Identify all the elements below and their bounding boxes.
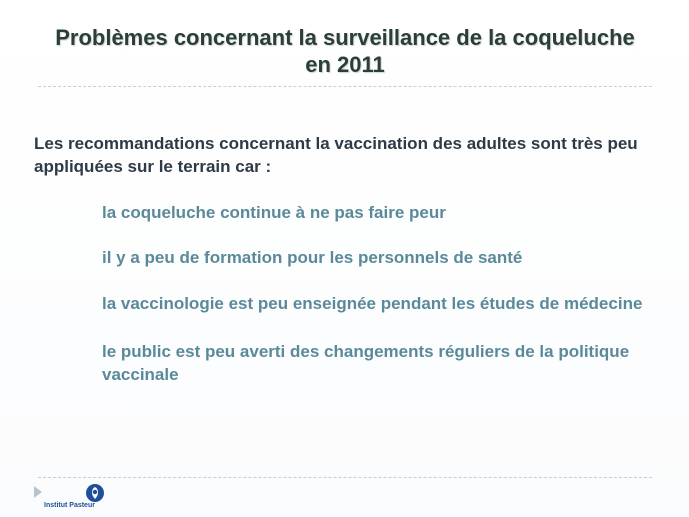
slide-title xyxy=(40,24,650,78)
bullet-item: il y a peu de formation pour les personnels de santé xyxy=(102,248,523,267)
institut-pasteur-logo xyxy=(44,483,114,513)
title-line-2: en 2011 xyxy=(305,52,385,77)
top-divider xyxy=(38,86,652,87)
bullet-item: la vaccinologie est peu enseignée pendant les études de médecine xyxy=(102,294,643,313)
pasteur-logo-icon xyxy=(85,483,105,503)
footer-arrow-icon xyxy=(34,486,42,498)
bottom-divider xyxy=(38,477,652,478)
logo-text: Institut Pasteur xyxy=(44,502,95,509)
title-line-1: Problèmes concernant la surveillance de la coqueluche xyxy=(55,25,635,50)
intro-text: Les recommandations concernant la vaccination des adultes sont très peu appliquées sur le terrain car : xyxy=(34,134,638,176)
bullet-item: la coqueluche continue à ne pas faire peur xyxy=(102,203,446,222)
bullet-item: le public est peu averti des changements réguliers de la politique vaccinale xyxy=(102,342,630,384)
